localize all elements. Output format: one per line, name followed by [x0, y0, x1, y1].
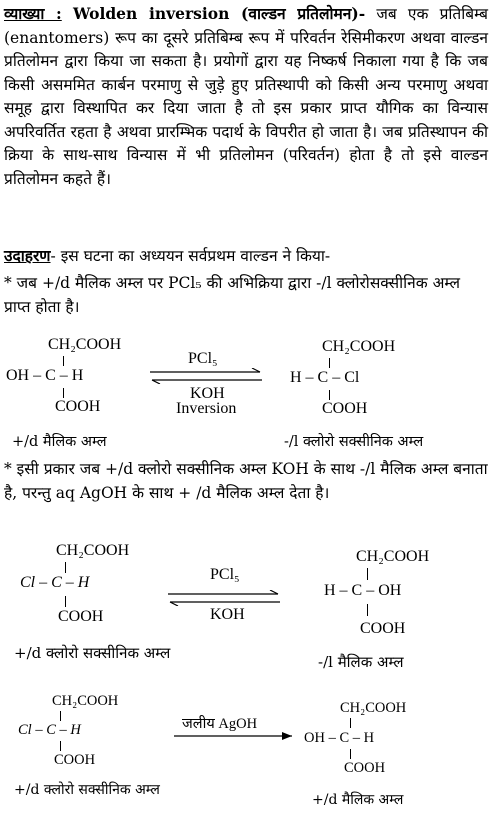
r1-left-mid: OH – C – H	[6, 367, 84, 384]
r1-label-left: +/d मैलिक अम्ल	[12, 434, 107, 450]
r3-right-bot: COOH	[344, 760, 386, 776]
r3-left-mid: Cl – C – H	[18, 722, 81, 738]
r2-right-bond-bot	[367, 604, 368, 616]
r2-right-bond-top	[367, 568, 368, 580]
intro-body: जब एक प्रतिबिम्ब (enantomers) रूप का दूसरे प्रतिबिम्ब रूप में परिवर्तन रेसिमीकरण अथवा वाल्डन प्रतिलोमन द्वारा किया जा सकता है। प्रयोगों द्वारा यह निष्कर्ष निकाला गया है कि जब किसी असममित कार्बन परमाणु से जुड़े हुए प्रतिस्थापी को किसी अन्य परमाणु अथवा समूह द्वारा विस्थापित कर दिया जाता है तो इस प्रकार प्राप्त यौगिक का विन्यास अपरिवर्तित रहता है अथवा प्रारम्भिक पदार्थ के विपरीत हो जाता है। जब प्रतिस्थापन की क्रिया के साथ-साथ विन्यास में भी प्रतिलोमन (परिवर्तन) होता है तो इसे वाल्डन प्रतिलोमन कहते हैं।	[4, 5, 488, 188]
r3-forward-arrow	[174, 731, 294, 741]
r3-left-bot: COOH	[54, 752, 96, 768]
example-line	[4, 244, 488, 269]
intro-paragraph	[4, 2, 488, 191]
r3-right-mid: OH – C – H	[304, 730, 375, 746]
r1-arrow-bot2: Inversion	[176, 400, 237, 417]
intro-heading-hindi: व्याख्या :	[4, 4, 62, 23]
r2-equilibrium-arrow	[168, 590, 280, 606]
r1-arrow-top: PCl₅	[188, 350, 218, 367]
r2-right-mid: H – C – OH	[324, 582, 402, 599]
r3-right-bond-top	[350, 718, 351, 728]
r3-left-bond-bot	[60, 741, 61, 751]
r1-right-top: CH₂COOH	[322, 338, 396, 355]
bullet-1: * जब +/d मैलिक अम्ल पर PCl₅ की अभिक्रिया द्वारा -/l क्लोरोसक्सीनिक अम्ल प्राप्त होता है।	[4, 274, 461, 316]
intro-heading-english: Wolden inversion (वाल्डन प्रतिलोमन)-	[72, 4, 366, 23]
r1-arrow-bot1: KOH	[190, 385, 225, 402]
r1-right-bot: COOH	[322, 400, 368, 417]
example-text: - इस घटना का अध्ययन सर्वप्रथम वाल्डन ने किया-	[50, 247, 331, 265]
r2-right-bot: COOH	[360, 620, 406, 637]
r2-right-top: CH₂COOH	[356, 548, 430, 565]
r3-right-bond-bot	[350, 749, 351, 759]
r2-left-bot: COOH	[58, 608, 104, 625]
r1-right-bond-bot	[329, 390, 330, 400]
r1-left-bond-top	[63, 356, 64, 366]
r3-left-top: CH₂COOH	[52, 693, 119, 709]
r2-arrow-top: PCl₅	[210, 566, 240, 583]
bullet-2: * इसी प्रकार जब +/d क्लोरो सक्सीनिक अम्ल KOH के साथ -/l मैलिक अम्ल बनाता है, परन्तु aq AgOH के साथ + /d मैलिक अम्ल देता है।	[4, 460, 488, 502]
r3-label-right: +/d मैलिक अम्ल	[312, 792, 404, 808]
r3-left-bond-top	[60, 711, 61, 721]
r3-right-top: CH₂COOH	[340, 700, 407, 716]
r2-arrow-bot: KOH	[210, 606, 245, 623]
r1-left-bond-bot	[63, 388, 64, 398]
r1-left-top: CH₂COOH	[48, 336, 122, 353]
r1-right-mid: H – C – Cl	[290, 369, 360, 386]
r1-right-bond-top	[329, 358, 330, 368]
r2-label-left: +/d क्लोरो सक्सीनिक अम्ल	[14, 644, 171, 662]
r2-left-mid: Cl – C – H	[20, 574, 90, 591]
example-heading: उदाहरण	[4, 246, 51, 265]
r1-left-bot: COOH	[55, 398, 101, 415]
r1-label-right: -/l क्लोरो सक्सीनिक अम्ल	[284, 434, 424, 450]
r3-label-left: +/d क्लोरो सक्सीनिक अम्ल	[14, 782, 160, 798]
r2-label-right: -/l मैलिक अम्ल	[318, 653, 404, 671]
r2-left-top: CH₂COOH	[56, 542, 130, 559]
r3-arrow-top: जलीय AgOH	[182, 716, 258, 732]
r1-equilibrium-arrow	[150, 368, 262, 384]
r2-left-bond-bot	[65, 596, 66, 607]
r2-left-bond-top	[65, 562, 66, 573]
